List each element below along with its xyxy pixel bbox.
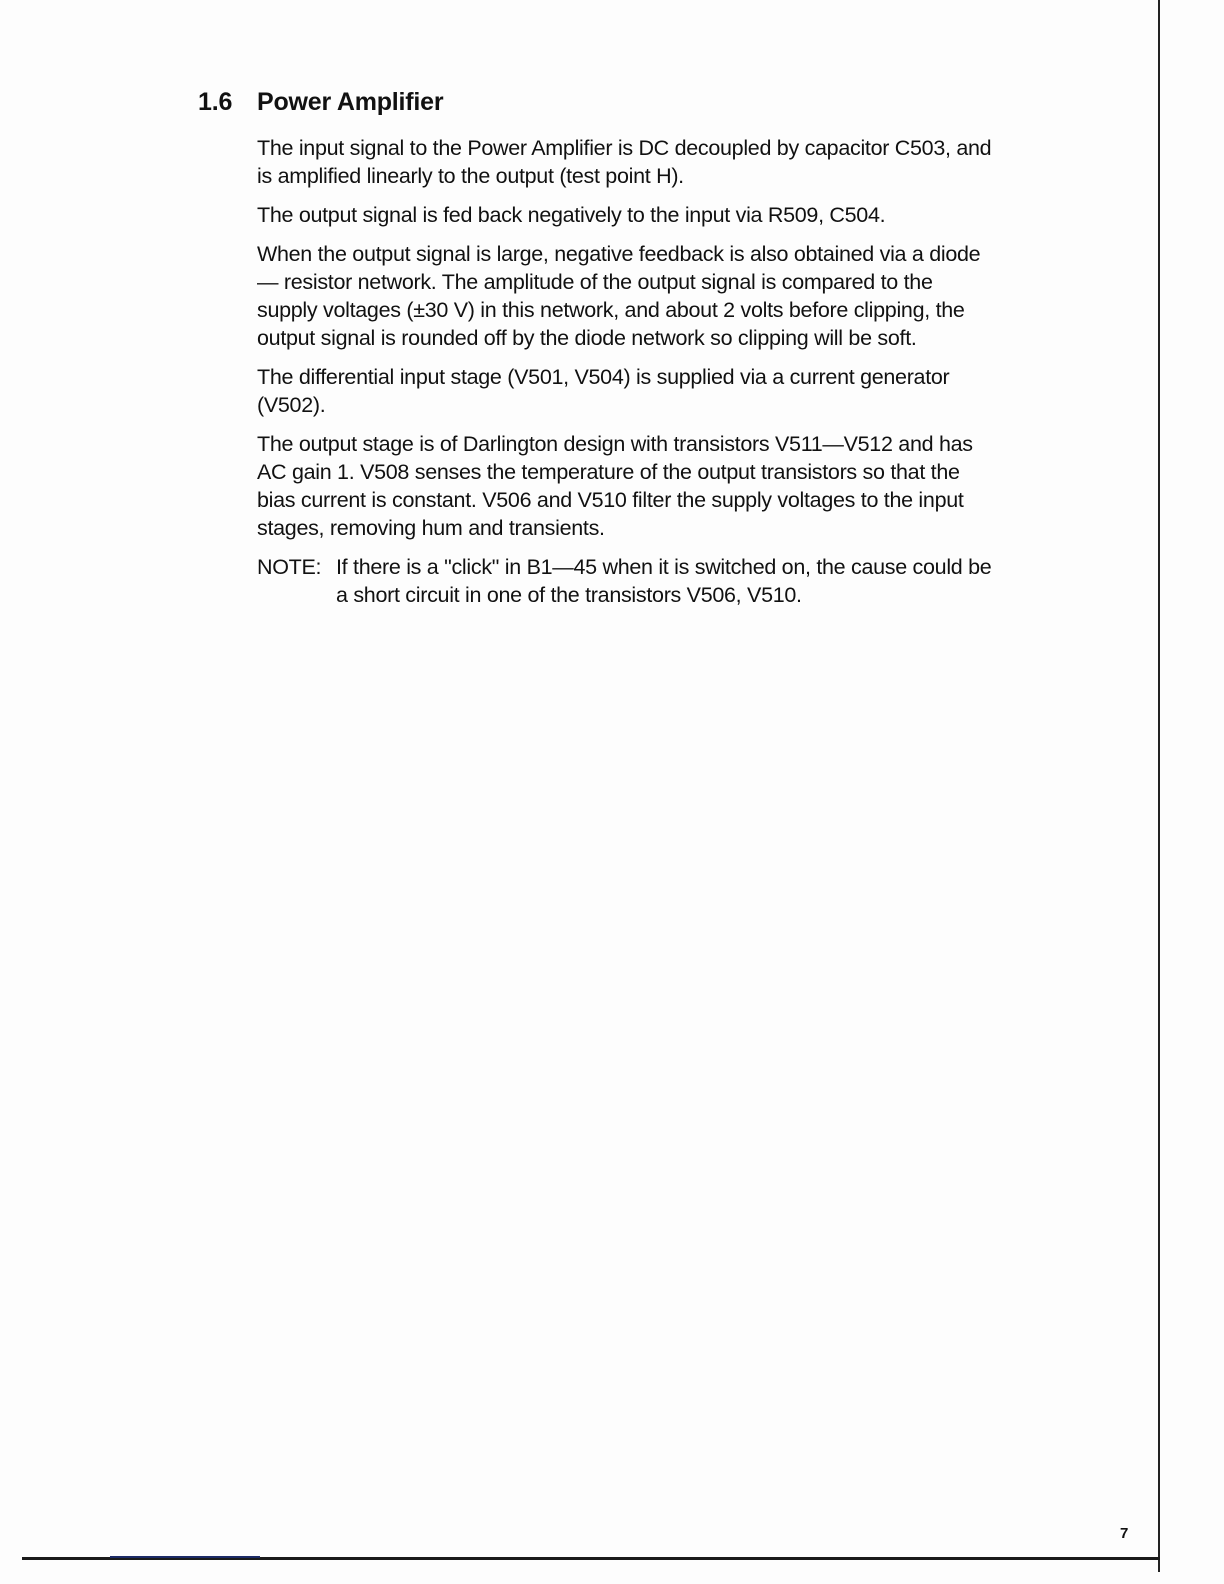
section-heading: [198, 88, 443, 117]
page-number: 7: [1120, 1525, 1129, 1542]
note-text: If there is a "click" in B1—45 when it is switched on, the cause could be a short circuit in one of the transistors V506, V510.: [336, 555, 992, 607]
paragraph-diode-network: When the output signal is large, negative feedback is also obtained via a diode — resistor network. The amplitude of the output signal is compared to the supply voltages (±30 V) in this network, and about 2 volts before clipping, the output signal is rounded off by the diode network so clipping will be soft.: [257, 242, 981, 350]
section-number: 1.6: [198, 88, 233, 116]
paragraph-output-stage: The output stage is of Darlington design with transistors V511—V512 and has AC gain 1. V508 senses the temperature of the output transistors so that the bias current is constant. V506 and V510 filter the supply voltages to the input stages, removing hum and transients.: [257, 432, 973, 540]
paragraph-input-signal: The input signal to the Power Amplifier is DC decoupled by capacitor C503, and is amplified linearly to the output (test point H).: [257, 136, 992, 188]
note-block: [257, 553, 997, 609]
paragraph-input-stage: The differential input stage (V501, V504) is supplied via a current generator (V502).: [257, 365, 950, 417]
right-margin-rule: [1158, 0, 1160, 1572]
bottom-rule-accent: [110, 1556, 260, 1558]
note-label: NOTE:: [257, 555, 322, 579]
section-body: [257, 134, 997, 609]
paragraph-feedback: The output signal is fed back negatively to the input via R509, C504.: [257, 203, 886, 227]
section-title: Power Amplifier: [257, 88, 444, 116]
